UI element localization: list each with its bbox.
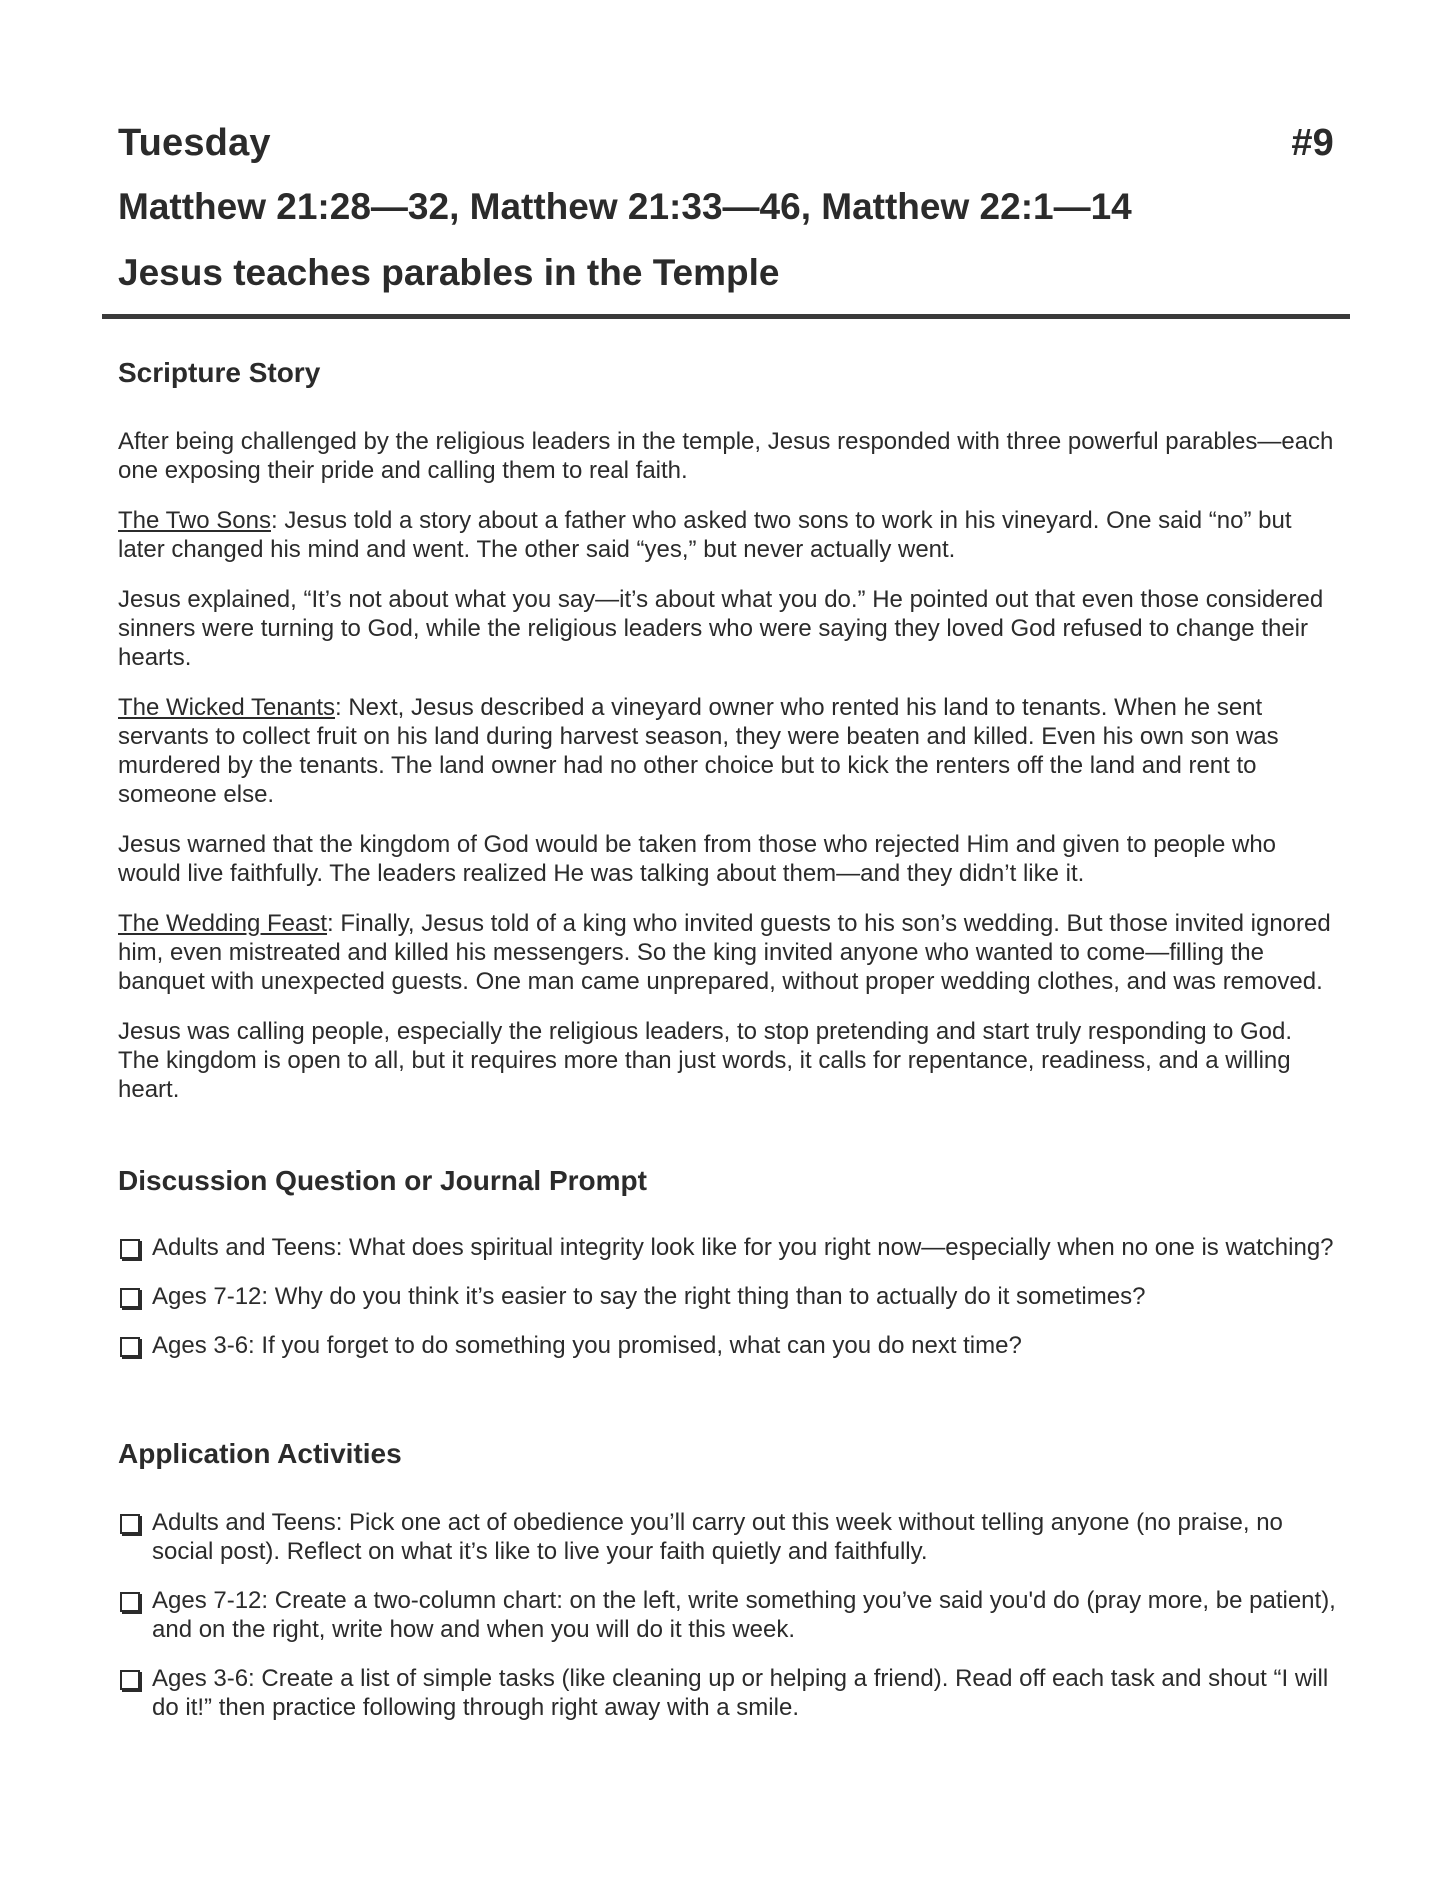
discussion-item-text: Ages 7-12: Why do you think it’s easier to say the right thing than to actually do it sometimes? xyxy=(152,1283,1146,1310)
discussion-item-text: Ages 3-6: If you forget to do something you promised, what can you do next time? xyxy=(152,1332,1022,1359)
day-heading: Tuesday xyxy=(118,122,271,164)
two-sons-label: The Two Sons xyxy=(118,507,271,534)
application-item xyxy=(118,1586,1338,1644)
feast-label: The Wedding Feast xyxy=(118,910,328,937)
checkbox-icon[interactable] xyxy=(120,1592,140,1612)
checkbox-icon[interactable] xyxy=(120,1670,140,1690)
discussion-section xyxy=(118,1161,1338,1380)
header-row-day xyxy=(118,122,1334,165)
two-sons-paragraph xyxy=(118,506,1338,564)
tenants-paragraph xyxy=(118,693,1338,809)
scripture-section xyxy=(118,353,1338,1104)
application-item xyxy=(118,1508,1338,1566)
intro-paragraph: After being challenged by the religious leaders in the temple, Jesus responded with three powerful parables—each one exposing their pride and calling them to real faith. xyxy=(118,428,1334,484)
checkbox-icon[interactable] xyxy=(120,1239,140,1259)
lesson-number: #9 xyxy=(1291,122,1334,164)
discussion-item xyxy=(118,1331,1338,1360)
feast-text: : Finally, Jesus told of a king who invited guests to his son’s wedding. But those invited ignored him, even mistreated and killed his messengers. So the king invited anyone who wanted to come—filling the banquet with unexpected guests. One man came unprepared, without proper wedding clothes, and was removed. xyxy=(118,910,1331,995)
application-heading: Application Activities xyxy=(118,1438,402,1469)
discussion-item xyxy=(118,1282,1338,1311)
application-item-text: Adults and Teens: Pick one act of obedience you’ll carry out this week without telling anyone (no praise, no social post). Reflect on what it’s like to live your faith quietly and faithfully. xyxy=(152,1509,1283,1565)
header-divider xyxy=(102,314,1350,319)
conclusion-paragraph: Jesus was calling people, especially the religious leaders, to stop pretending and start truly responding to God. The kingdom is open to all, but it requires more than just words, it calls for repentance, readiness, and a willing heart. xyxy=(118,1018,1293,1103)
checkbox-icon[interactable] xyxy=(120,1288,140,1308)
application-section xyxy=(118,1434,1338,1742)
feast-paragraph xyxy=(118,909,1338,996)
discussion-item xyxy=(118,1233,1338,1262)
tenants-text: : Next, Jesus described a vineyard owner who rented his land to tenants. When he sent servants to collect fruit on his land during harvest season, they were beaten and killed. Even his own son was murdered by the tenants. The land owner had no other choice but to kick the renters off the land and rent to someone else. xyxy=(118,694,1279,808)
tenants-label: The Wicked Tenants xyxy=(118,694,335,721)
scripture-heading: Scripture Story xyxy=(118,357,321,388)
discussion-item-text: Adults and Teens: What does spiritual integrity look like for you right now—especially when no one is watching? xyxy=(152,1234,1334,1261)
application-checklist xyxy=(118,1508,1338,1722)
scripture-references: Matthew 21:28—32, Matthew 21:33—46, Matthew 22:1—14 xyxy=(118,186,1132,227)
application-item xyxy=(118,1664,1338,1722)
application-item-text: Ages 3-6: Create a list of simple tasks (like cleaning up or helping a friend). Read off each task and shout “I will do it!” then practice following through right away with a smile. xyxy=(152,1665,1329,1721)
lesson-title: Jesus teaches parables in the Temple xyxy=(118,252,780,293)
discussion-heading: Discussion Question or Journal Prompt xyxy=(118,1165,647,1196)
two-sons-text: : Jesus told a story about a father who asked two sons to work in his vineyard. One said “no” but later changed his mind and went. The other said “yes,” but never actually went. xyxy=(118,507,1292,563)
checkbox-icon[interactable] xyxy=(120,1514,140,1534)
checkbox-icon[interactable] xyxy=(120,1337,140,1357)
two-sons-explanation: Jesus explained, “It’s not about what you say—it’s about what you do.” He pointed out that even those considered sinners were turning to God, while the religious leaders who were saying they loved God refused to change their hearts. xyxy=(118,586,1324,671)
application-item-text: Ages 7-12: Create a two-column chart: on the left, write something you’ve said you'd do (pray more, be patient), and on the right, write how and when you will do it this week. xyxy=(152,1587,1336,1643)
tenants-explanation: Jesus warned that the kingdom of God would be taken from those who rejected Him and given to people who would live faithfully. The leaders realized He was talking about them—and they didn’t like it. xyxy=(118,831,1277,887)
discussion-checklist xyxy=(118,1233,1338,1360)
